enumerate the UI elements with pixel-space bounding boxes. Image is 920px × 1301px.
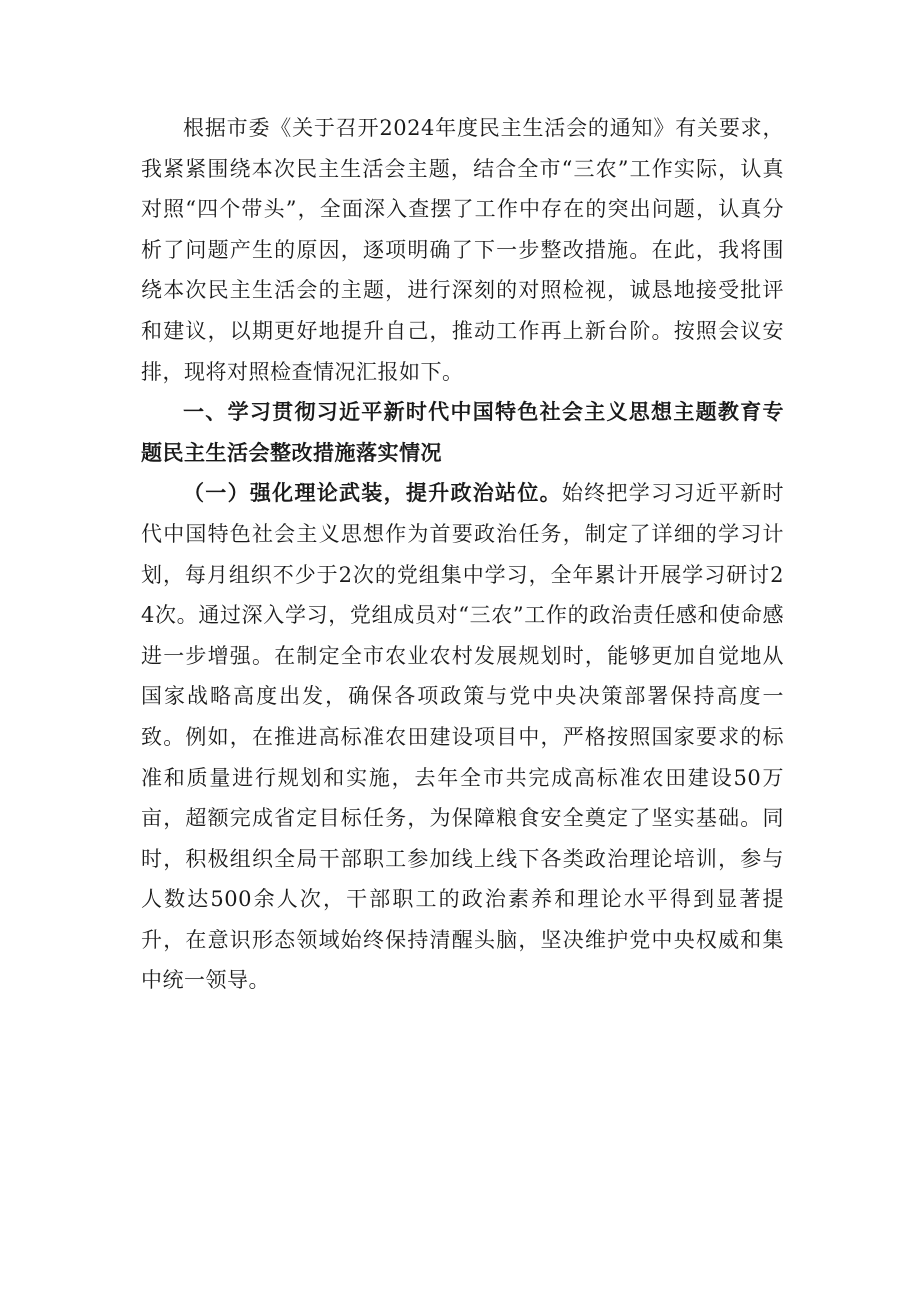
section-heading: 一、学习贯彻习近平新时代中国特色社会主义思想主题教育专题民主生活会整改措施落实情况 — [141, 399, 784, 465]
subsection-paragraph — [141, 473, 784, 1001]
document-body — [141, 108, 784, 1001]
subsection-body: 始终把学习习近平新时代中国特色社会主义思想作为首要政治任务，制定了详细的学习计划，每月组织不少于2次的党组集中学习，全年累计开展学习研讨24次。通过深入学习，党组成员对“三农”工作的政治责任感和使命感进一步增强。在制定全市农业农村发展规划时，能够更加自觉地从国家战略高度出发，确保各项政策与党中央决策部署保持高度一致。例如，在推进高标准农田建设项目中，严格按照国家要求的标准和质量进行规划和实施，去年全市共完成高标准农田建设50万亩，超额完成省定目标任务，为保障粮食安全奠定了坚实基础。同时，积极组织全局干部职工参加线上线下各类政治理论培训，参与人数达500余人次，干部职工的政治素养和理论水平得到显著提升，在意识形态领域始终保持清醒头脑，坚决维护党中央权威和集中统一领导。 — [141, 481, 785, 993]
intro-paragraph: 根据市委《关于召开2024年度民主生活会的通知》有关要求，我紧紧围绕本次民主生活会主题，结合全市“三农”工作实际，认真对照“四个带头”，全面深入查摆了工作中存在的突出问题，认真分析了问题产生的原因，逐项明确了下一步整改措施。在此，我将围绕本次民主生活会的主题，进行深刻的对照检视，诚恳地接受批评和建议，以期更好地提升自己，推动工作再上新台阶。按照会议安排，现将对照检查情况汇报如下。 — [141, 116, 784, 384]
subsection-heading: （一）强化理论武装，提升政治站位。 — [183, 480, 562, 506]
